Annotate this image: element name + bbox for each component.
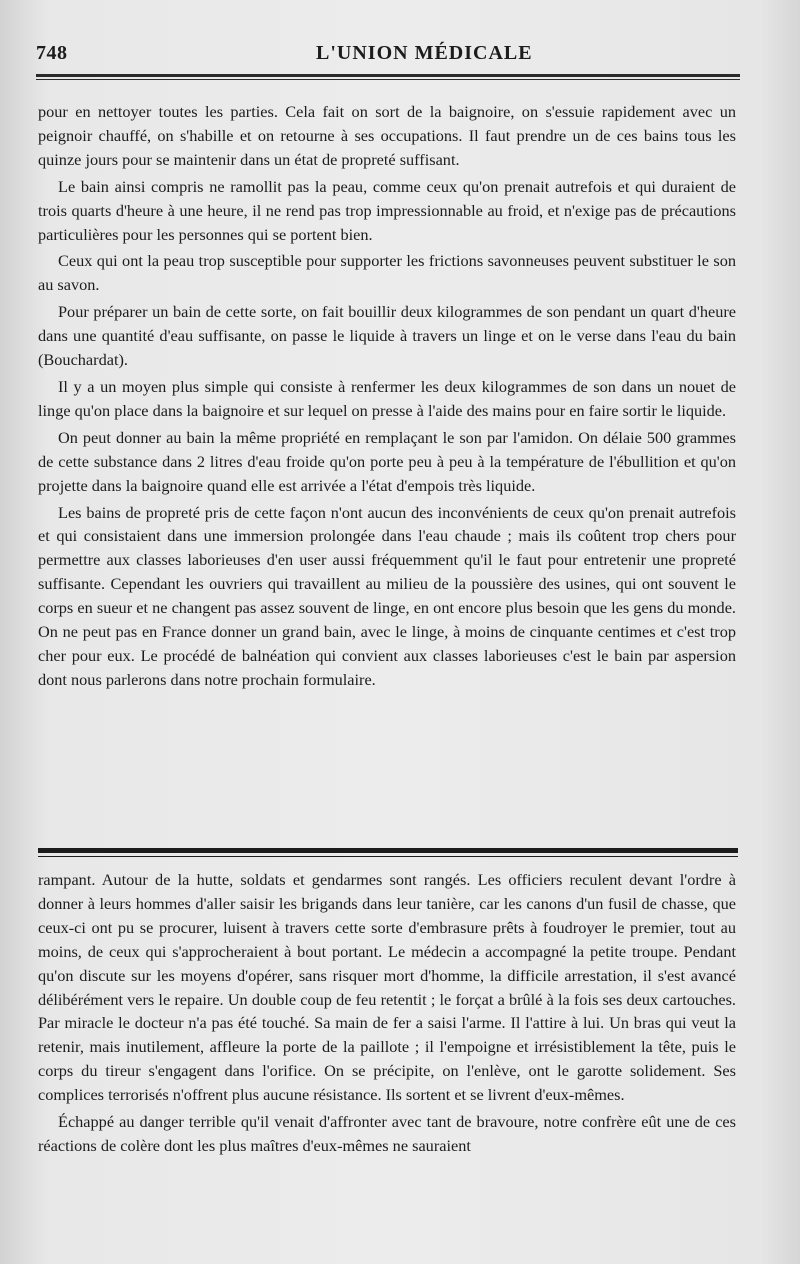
paragraph: pour en nettoyer toutes les parties. Cela fait on sort de la baignoire, on s'essuie rapidement avec un peignoir chauffé, on s'habille et on retourne à ses occupations. Il faut prendre un de ces bains tous les quinze jours pour se maintenir dans un état de propreté suffisant. — [38, 102, 736, 169]
page-header — [36, 42, 740, 72]
header-rule-thin — [36, 79, 740, 80]
paragraph: On peut donner au bain la même propriété en remplaçant le son par l'amidon. On délaie 500 grammes de cette substance dans 2 litres d'eau froide qu'on porte peu à peu à la température de l'ébullition et qu'on projette dans la baignoire quand elle est arrivée a l'état d'empois très liquide. — [38, 427, 736, 495]
paragraph: Le bain ainsi compris ne ramollit pas la peau, comme ceux qu'on prenait autrefois et qui duraient de trois quarts d'heure à une heure, il ne rend pas trop impressionnable au froid, et n'exige pas de précautions particulières pour les personnes qui se portent bien. — [38, 176, 736, 244]
running-title: L'UNION MÉDICALE — [316, 42, 533, 64]
main-article — [38, 100, 736, 695]
paragraph: Ceux qui ont la peau trop susceptible pour supporter les frictions savonneuses peuvent substituer le son au savon. — [38, 251, 736, 295]
feuilleton-separator-thin — [38, 856, 738, 857]
paragraph: Pour préparer un bain de cette sorte, on fait bouillir deux kilogrammes de son pendant un quart d'heure dans une quantité d'eau suffisante, on passe le liquide à travers un linge et on le verse dans l'eau du bain (Bouchardat). — [38, 302, 736, 370]
feuilleton-separator — [38, 848, 738, 853]
paragraph: Il y a un moyen plus simple qui consiste à renfermer les deux kilogrammes de son dans un nouet de linge qu'on place dans la baignoire et sur lequel on presse à l'aide des mains pour en faire sortir le liquide. — [38, 376, 736, 420]
page-number: 748 — [36, 42, 68, 64]
feuilleton-article — [38, 868, 736, 1161]
paragraph: Échappé au danger terrible qu'il venait d'affronter avec tant de bravoure, notre confrère eût une de ces réactions de colère dont les plus maîtres d'eux-mêmes ne sauraient — [38, 1112, 736, 1155]
paragraph: Les bains de propreté pris de cette façon n'ont aucun des inconvénients de ceux qu'on prenait autrefois et qui consistaient dans une immersion prolongée dans l'eau chaude ; mais ils coûtent trop chers pour permettre aux classes laborieuses d'en user aussi fréquemment qu'il le faut pour entretenir une propreté suffisante. Cependant les ouvriers qui travaillent au milieu de la poussière des usines, qui ont souvent le corps en sueur et ne changent pas assez souvent de linge, en ont encore plus besoin que les gens du monde. On ne peut pas en France donner un grand bain, avec le linge, à moins de cinquante centimes et c'est trop cher pour eux. Le procédé de balnéation qui convient aux classes laborieuses c'est le bain par aspersion dont nous parlerons dans notre prochain formulaire. — [38, 502, 736, 689]
header-rule — [36, 74, 740, 77]
paragraph: rampant. Autour de la hutte, soldats et gendarmes sont rangés. Les officiers reculent devant l'ordre à donner à leurs hommes d'aller saisir les brigands dans leur tanière, car les canons d'un fusil de chasse, que ceux-ci ont pu se procurer, luisent à travers cette sorte d'embrasure prêts à foudroyer le premier, tout au moins, de ceux qui s'approcheraient à bout portant. Le médecin a accompagné la petite troupe. Pendant qu'on discute sur les moyens d'opérer, sans risquer mort d'homme, la difficile arrestation, il s'est avancé délibérément vers le repaire. Un double coup de feu retentit ; le forçat a brûlé à la fois ses deux cartouches. Par miracle le docteur n'a pas été touché. Sa main de fer a saisi l'arme. Il l'attire à lui. Un bras qui veut la retenir, mais inutilement, affleure la porte de la paillote ; il l'empoigne et irrésistiblement la tête, puis le corps du tireur s'engagent dans l'orifice. On se précipite, on l'enlève, ont le garotte solidement. Ses complices terrorisés n'offrent plus aucune résistance. Ils sortent et se livrent d'eux-mêmes. — [38, 870, 736, 1105]
